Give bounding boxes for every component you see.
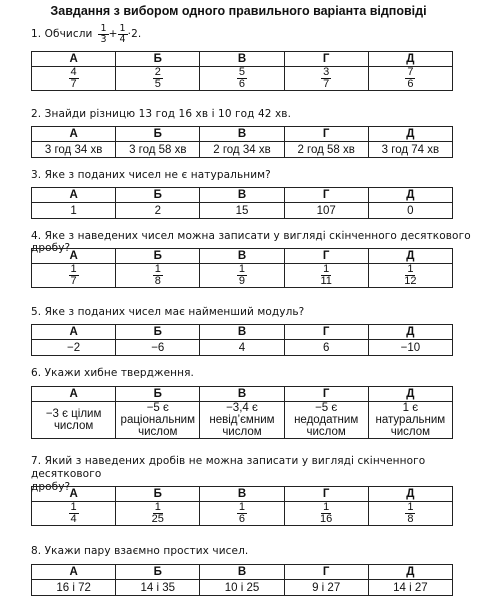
header-a: А bbox=[32, 387, 116, 402]
denominator: 8 bbox=[407, 513, 414, 525]
answer-option[interactable]: 14 і 27 bbox=[368, 580, 452, 596]
q1-fraction-2-numerator: 1 bbox=[119, 23, 126, 34]
answer-row bbox=[32, 340, 453, 356]
answer-fraction bbox=[150, 502, 166, 525]
answer-option[interactable]: 3 год 58 хв bbox=[116, 142, 200, 158]
answer-fraction bbox=[405, 502, 415, 525]
answer-option[interactable]: 10 і 25 bbox=[200, 580, 284, 596]
header-row bbox=[32, 52, 453, 67]
header-row bbox=[32, 188, 453, 203]
header-row bbox=[32, 387, 453, 402]
denominator: 4 bbox=[70, 513, 77, 525]
answer-option[interactable]: 6 bbox=[284, 340, 368, 356]
header-g: Г bbox=[284, 565, 368, 580]
denominator: 7 bbox=[323, 78, 330, 90]
header-d: Д bbox=[368, 565, 452, 580]
numerator: 2 bbox=[154, 66, 161, 78]
answer-fraction bbox=[402, 264, 418, 287]
answer-line: −3 є цілим bbox=[45, 408, 102, 420]
answer-line: раціональним bbox=[120, 414, 196, 426]
numerator: 1 bbox=[70, 263, 77, 275]
answer-option[interactable] bbox=[116, 67, 200, 91]
header-a: А bbox=[32, 188, 116, 203]
denominator: 9 bbox=[238, 275, 246, 287]
question-5-text: 5. Яке з поданих чисел має найменший модуль? bbox=[31, 306, 305, 318]
header-b: Б bbox=[116, 127, 200, 142]
answer-option[interactable] bbox=[200, 402, 284, 439]
question-3-text: 3. Яке з поданих чисел не є натуральним? bbox=[31, 169, 271, 181]
header-v: В bbox=[200, 127, 284, 142]
header-v: В bbox=[200, 249, 284, 264]
answer-option[interactable] bbox=[284, 67, 368, 91]
answer-option[interactable] bbox=[32, 502, 116, 526]
numerator: 1 bbox=[323, 501, 330, 513]
header-g: Г bbox=[284, 52, 368, 67]
header-row bbox=[32, 249, 453, 264]
question-7-line-1: 7. Який з наведених дробів не можна записати у вигляді скінченного десяткового bbox=[31, 455, 426, 480]
q1-fraction-2 bbox=[118, 24, 128, 44]
numerator: 1 bbox=[154, 501, 161, 513]
numerator: 1 bbox=[154, 263, 161, 275]
answer-option[interactable] bbox=[284, 502, 368, 526]
answer-option[interactable]: 0 bbox=[368, 203, 452, 219]
denominator: 6 bbox=[407, 78, 414, 90]
header-row bbox=[32, 487, 453, 502]
header-v: В bbox=[200, 52, 284, 67]
header-d: Д bbox=[368, 325, 452, 340]
answer-option[interactable]: 2 год 58 хв bbox=[284, 142, 368, 158]
header-a: А bbox=[32, 249, 116, 264]
answer-option[interactable] bbox=[116, 402, 200, 439]
answer-option[interactable]: 3 год 34 хв bbox=[32, 142, 116, 158]
answer-option[interactable] bbox=[200, 67, 284, 91]
numerator: 1 bbox=[238, 501, 246, 513]
header-b: Б bbox=[116, 249, 200, 264]
header-a: А bbox=[32, 565, 116, 580]
answer-fraction bbox=[237, 502, 247, 525]
answer-row bbox=[32, 264, 453, 288]
header-d: Д bbox=[368, 249, 452, 264]
denominator: 7 bbox=[70, 78, 77, 90]
header-g: Г bbox=[284, 325, 368, 340]
numerator: 1 bbox=[238, 263, 246, 275]
answer-table-3 bbox=[31, 187, 453, 219]
answer-row bbox=[32, 67, 453, 91]
answer-fraction bbox=[153, 67, 163, 90]
header-b: Б bbox=[116, 188, 200, 203]
answer-line: 1 є bbox=[402, 402, 419, 414]
answer-option[interactable] bbox=[116, 502, 200, 526]
answer-fraction bbox=[69, 502, 79, 525]
q1-fraction-1-denominator: 3 bbox=[100, 33, 107, 45]
answer-line: −3,4 є bbox=[226, 402, 258, 414]
header-a: А bbox=[32, 52, 116, 67]
answer-option[interactable] bbox=[200, 502, 284, 526]
answer-option[interactable] bbox=[284, 402, 368, 439]
denominator: 8 bbox=[154, 275, 161, 287]
header-d: Д bbox=[368, 52, 452, 67]
answer-line: −5 є bbox=[315, 402, 338, 414]
answer-line: числом bbox=[222, 426, 262, 438]
question-2-text: 2. Знайди різницю 13 год 16 хв і 10 год 42 хв. bbox=[31, 108, 292, 120]
answer-option[interactable]: 1 bbox=[32, 203, 116, 219]
header-v: В bbox=[200, 325, 284, 340]
answer-option[interactable] bbox=[32, 402, 116, 439]
answer-option[interactable]: 2 bbox=[116, 203, 200, 219]
answer-table-7 bbox=[31, 486, 453, 526]
answer-line: натуральним bbox=[375, 414, 446, 426]
answer-fraction bbox=[237, 67, 247, 90]
answer-row bbox=[32, 502, 453, 526]
header-a: А bbox=[32, 325, 116, 340]
header-row bbox=[32, 127, 453, 142]
header-b: Б bbox=[116, 565, 200, 580]
header-a: А bbox=[32, 487, 116, 502]
page-title: Завдання з вибором одного правильного варіанта відповіді bbox=[50, 4, 427, 18]
header-d: Д bbox=[368, 487, 452, 502]
q1-fraction-2-denominator: 4 bbox=[119, 33, 126, 45]
denominator: 5 bbox=[154, 78, 161, 90]
answer-option[interactable] bbox=[284, 264, 368, 288]
q1-fraction-1-numerator: 1 bbox=[100, 23, 107, 34]
answer-option[interactable]: 107 bbox=[284, 203, 368, 219]
answer-option[interactable]: −6 bbox=[116, 340, 200, 356]
answer-table-8 bbox=[31, 564, 453, 596]
header-row bbox=[32, 565, 453, 580]
answer-table-1 bbox=[31, 51, 453, 91]
answer-option[interactable]: 9 і 27 bbox=[284, 580, 368, 596]
denominator: 6 bbox=[238, 78, 246, 90]
answer-option[interactable]: 16 і 72 bbox=[32, 580, 116, 596]
header-v: В bbox=[200, 188, 284, 203]
answer-row bbox=[32, 203, 453, 219]
header-g: Г bbox=[284, 127, 368, 142]
denominator: 25 bbox=[151, 513, 164, 525]
answer-fraction bbox=[321, 67, 331, 90]
header-g: Г bbox=[284, 487, 368, 502]
answer-line: невід’ємним bbox=[209, 414, 275, 426]
answer-option[interactable] bbox=[32, 67, 116, 91]
header-d: Д bbox=[368, 188, 452, 203]
numerator: 3 bbox=[323, 66, 330, 78]
answer-line: −5 є bbox=[146, 402, 169, 414]
header-b: Б bbox=[116, 487, 200, 502]
answer-table-4 bbox=[31, 248, 453, 288]
question-1 bbox=[31, 24, 141, 44]
answer-option[interactable] bbox=[368, 502, 452, 526]
answer-option[interactable]: 15 bbox=[200, 203, 284, 219]
numerator: 1 bbox=[70, 501, 77, 513]
header-row bbox=[32, 325, 453, 340]
denominator: 16 bbox=[320, 513, 333, 525]
answer-option[interactable] bbox=[200, 264, 284, 288]
header-v: В bbox=[200, 487, 284, 502]
numerator: 7 bbox=[407, 66, 414, 78]
header-v: В bbox=[200, 565, 284, 580]
answer-option[interactable] bbox=[32, 264, 116, 288]
answer-option[interactable] bbox=[368, 402, 452, 439]
header-d: Д bbox=[368, 127, 452, 142]
answer-option[interactable]: 3 год 74 хв bbox=[368, 142, 452, 158]
answer-fraction bbox=[69, 264, 79, 287]
question-1-text: 1. Обчисли bbox=[31, 28, 93, 40]
question-4-text: 4. Яке з наведених чисел можна записати у вигляді скінченного десяткового дробу? bbox=[31, 230, 471, 254]
answer-fraction bbox=[153, 264, 163, 287]
answer-fraction bbox=[237, 264, 247, 287]
header-g: Г bbox=[284, 188, 368, 203]
answer-line: недодатним bbox=[294, 414, 359, 426]
answer-fraction bbox=[69, 67, 79, 90]
header-b: Б bbox=[116, 52, 200, 67]
q1-plus-sign: + bbox=[108, 28, 118, 40]
answer-row bbox=[32, 142, 453, 158]
header-g: Г bbox=[284, 387, 368, 402]
numerator: 5 bbox=[238, 66, 246, 78]
answer-option[interactable] bbox=[368, 67, 452, 91]
answer-table-5 bbox=[31, 324, 453, 356]
header-v: В bbox=[200, 387, 284, 402]
denominator: 7 bbox=[70, 275, 77, 287]
question-8-text: 8. Укажи пару взаємно простих чисел. bbox=[31, 545, 249, 557]
numerator: 1 bbox=[407, 501, 414, 513]
question-6-text: 6. Укажи хибне твердження. bbox=[31, 367, 194, 379]
answer-option[interactable] bbox=[116, 264, 200, 288]
answer-fraction bbox=[318, 502, 334, 525]
answer-option[interactable]: −10 bbox=[368, 340, 452, 356]
header-b: Б bbox=[116, 387, 200, 402]
answer-line: числом bbox=[53, 420, 94, 432]
answer-fraction bbox=[318, 264, 333, 287]
numerator: 1 bbox=[407, 263, 414, 275]
answer-line: числом bbox=[306, 426, 346, 438]
q1-fraction-1 bbox=[98, 24, 108, 44]
answer-line: числом bbox=[390, 426, 431, 438]
header-d: Д bbox=[368, 387, 452, 402]
header-b: Б bbox=[116, 325, 200, 340]
answer-option[interactable]: 14 і 35 bbox=[116, 580, 200, 596]
denominator: 12 bbox=[404, 275, 417, 287]
header-g: Г bbox=[284, 249, 368, 264]
answer-option[interactable] bbox=[368, 264, 452, 288]
answer-option[interactable]: 4 bbox=[200, 340, 284, 356]
answer-row bbox=[32, 580, 453, 596]
question-7-line-2: дробу? bbox=[31, 481, 71, 493]
numerator: 4 bbox=[70, 66, 77, 78]
answer-table-6 bbox=[31, 386, 453, 439]
header-a: А bbox=[32, 127, 116, 142]
denominator: 11 bbox=[320, 275, 332, 287]
q1-expression-tail: ·2. bbox=[127, 28, 142, 40]
answer-line: числом bbox=[138, 426, 178, 438]
answer-fraction bbox=[405, 67, 415, 90]
answer-row bbox=[32, 402, 453, 439]
answer-option[interactable]: −2 bbox=[32, 340, 116, 356]
answer-option[interactable]: 2 год 34 хв bbox=[200, 142, 284, 158]
denominator: 6 bbox=[238, 513, 246, 525]
answer-table-2 bbox=[31, 126, 453, 158]
numerator: 1 bbox=[323, 263, 330, 275]
